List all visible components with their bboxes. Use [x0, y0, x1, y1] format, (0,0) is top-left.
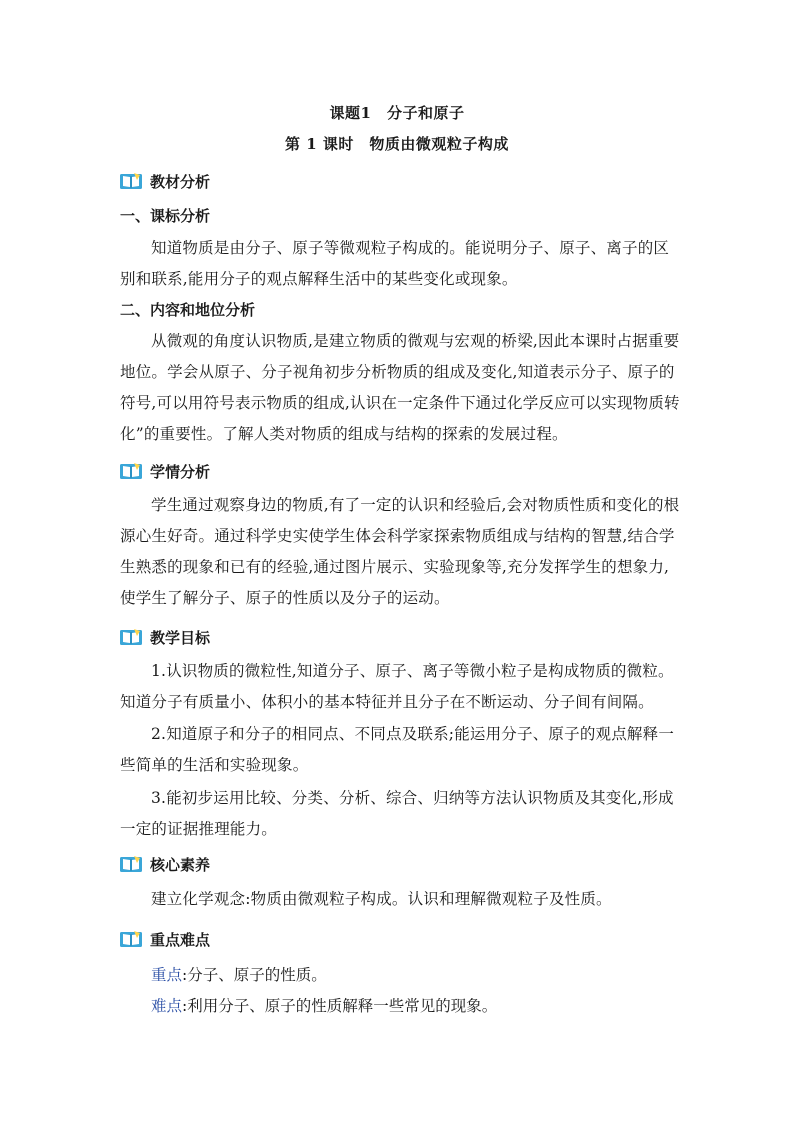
- goal-item-3: 3.能初步运用比较、分类、分析、综合、归纳等方法认识物质及其变化,形成一定的证据推理能力。: [120, 789, 674, 838]
- section-textbook-analysis: [120, 170, 210, 192]
- subsection-title-content: 二、内容和地位分析: [120, 301, 256, 319]
- difficult-point-line: [151, 994, 497, 1016]
- lesson-title: 课题1 分子和原子: [329, 104, 465, 122]
- section-title: 核心素养: [150, 855, 211, 874]
- subsection-title-curriculum: 一、课标分析: [120, 207, 211, 225]
- key-point-line: [151, 963, 327, 985]
- section-title: 学情分析: [150, 462, 211, 481]
- goal-item-2: 2.知道原子和分子的相同点、不同点及联系;能运用分子、原子的观点解释一些简单的生活和实验现象。: [120, 725, 675, 774]
- section-title: 教材分析: [150, 172, 211, 191]
- section-student-analysis: [120, 460, 210, 482]
- book-icon: [120, 930, 142, 948]
- difficult-point-text: :利用分子、原子的性质解释一些常见的现象。: [182, 997, 498, 1015]
- section-title: 重点难点: [150, 930, 211, 949]
- book-icon: [120, 462, 142, 480]
- book-icon: [120, 628, 142, 646]
- book-icon: [120, 855, 142, 873]
- section-core-literacy: [120, 853, 210, 875]
- book-icon: [120, 172, 142, 190]
- key-point-label: 重点: [151, 966, 183, 984]
- section-key-points: [120, 928, 210, 950]
- difficult-point-label: 难点: [151, 997, 183, 1015]
- paragraph-student: 学生通过观察身边的物质,有了一定的认识和经验后,会对物质性质和变化的根源心生好奇。通过科学史实使学生体会科学家探索物质组成与结构的智慧,结合学生熟悉的现象和已有的经验,通过图片展示、实验现象等,充分发挥学生的想象力,使学生了解分子、原子的性质以及分子的运动。: [120, 496, 680, 607]
- paragraph-curriculum: 知道物质是由分子、原子等微观粒子构成的。能说明分子、原子、离子的区别和联系,能用分子的观点解释生活中的某些变化或现象。: [120, 239, 670, 288]
- paragraph-core-literacy: 建立化学观念:物质由微观粒子构成。认识和理解微观粒子及性质。: [151, 890, 612, 908]
- lesson-subtitle: 第 1 课时 物质由微观粒子构成: [285, 135, 509, 153]
- paragraph-content: 从微观的角度认识物质,是建立物质的微观与宏观的桥梁,因此本课时占据重要地位。学会从原子、分子视角初步分析物质的组成及变化,知道表示分子、原子的符号,可以用符号表示物质的组成,认识在一定条件下通过化学反应可以实现物质转化”的重要性。了解人类对物质的组成与结构的探索的发展过程。: [120, 332, 680, 443]
- section-title: 教学目标: [150, 628, 211, 647]
- goal-item-1: 1.认识物质的微粒性,知道分子、原子、离子等微小粒子是构成物质的微粒。知道分子有质量小、体积小的基本特征并且分子在不断运动、分子间有间隔。: [120, 662, 674, 711]
- section-teaching-goals: [120, 626, 210, 648]
- key-point-text: :分子、原子的性质。: [182, 966, 327, 984]
